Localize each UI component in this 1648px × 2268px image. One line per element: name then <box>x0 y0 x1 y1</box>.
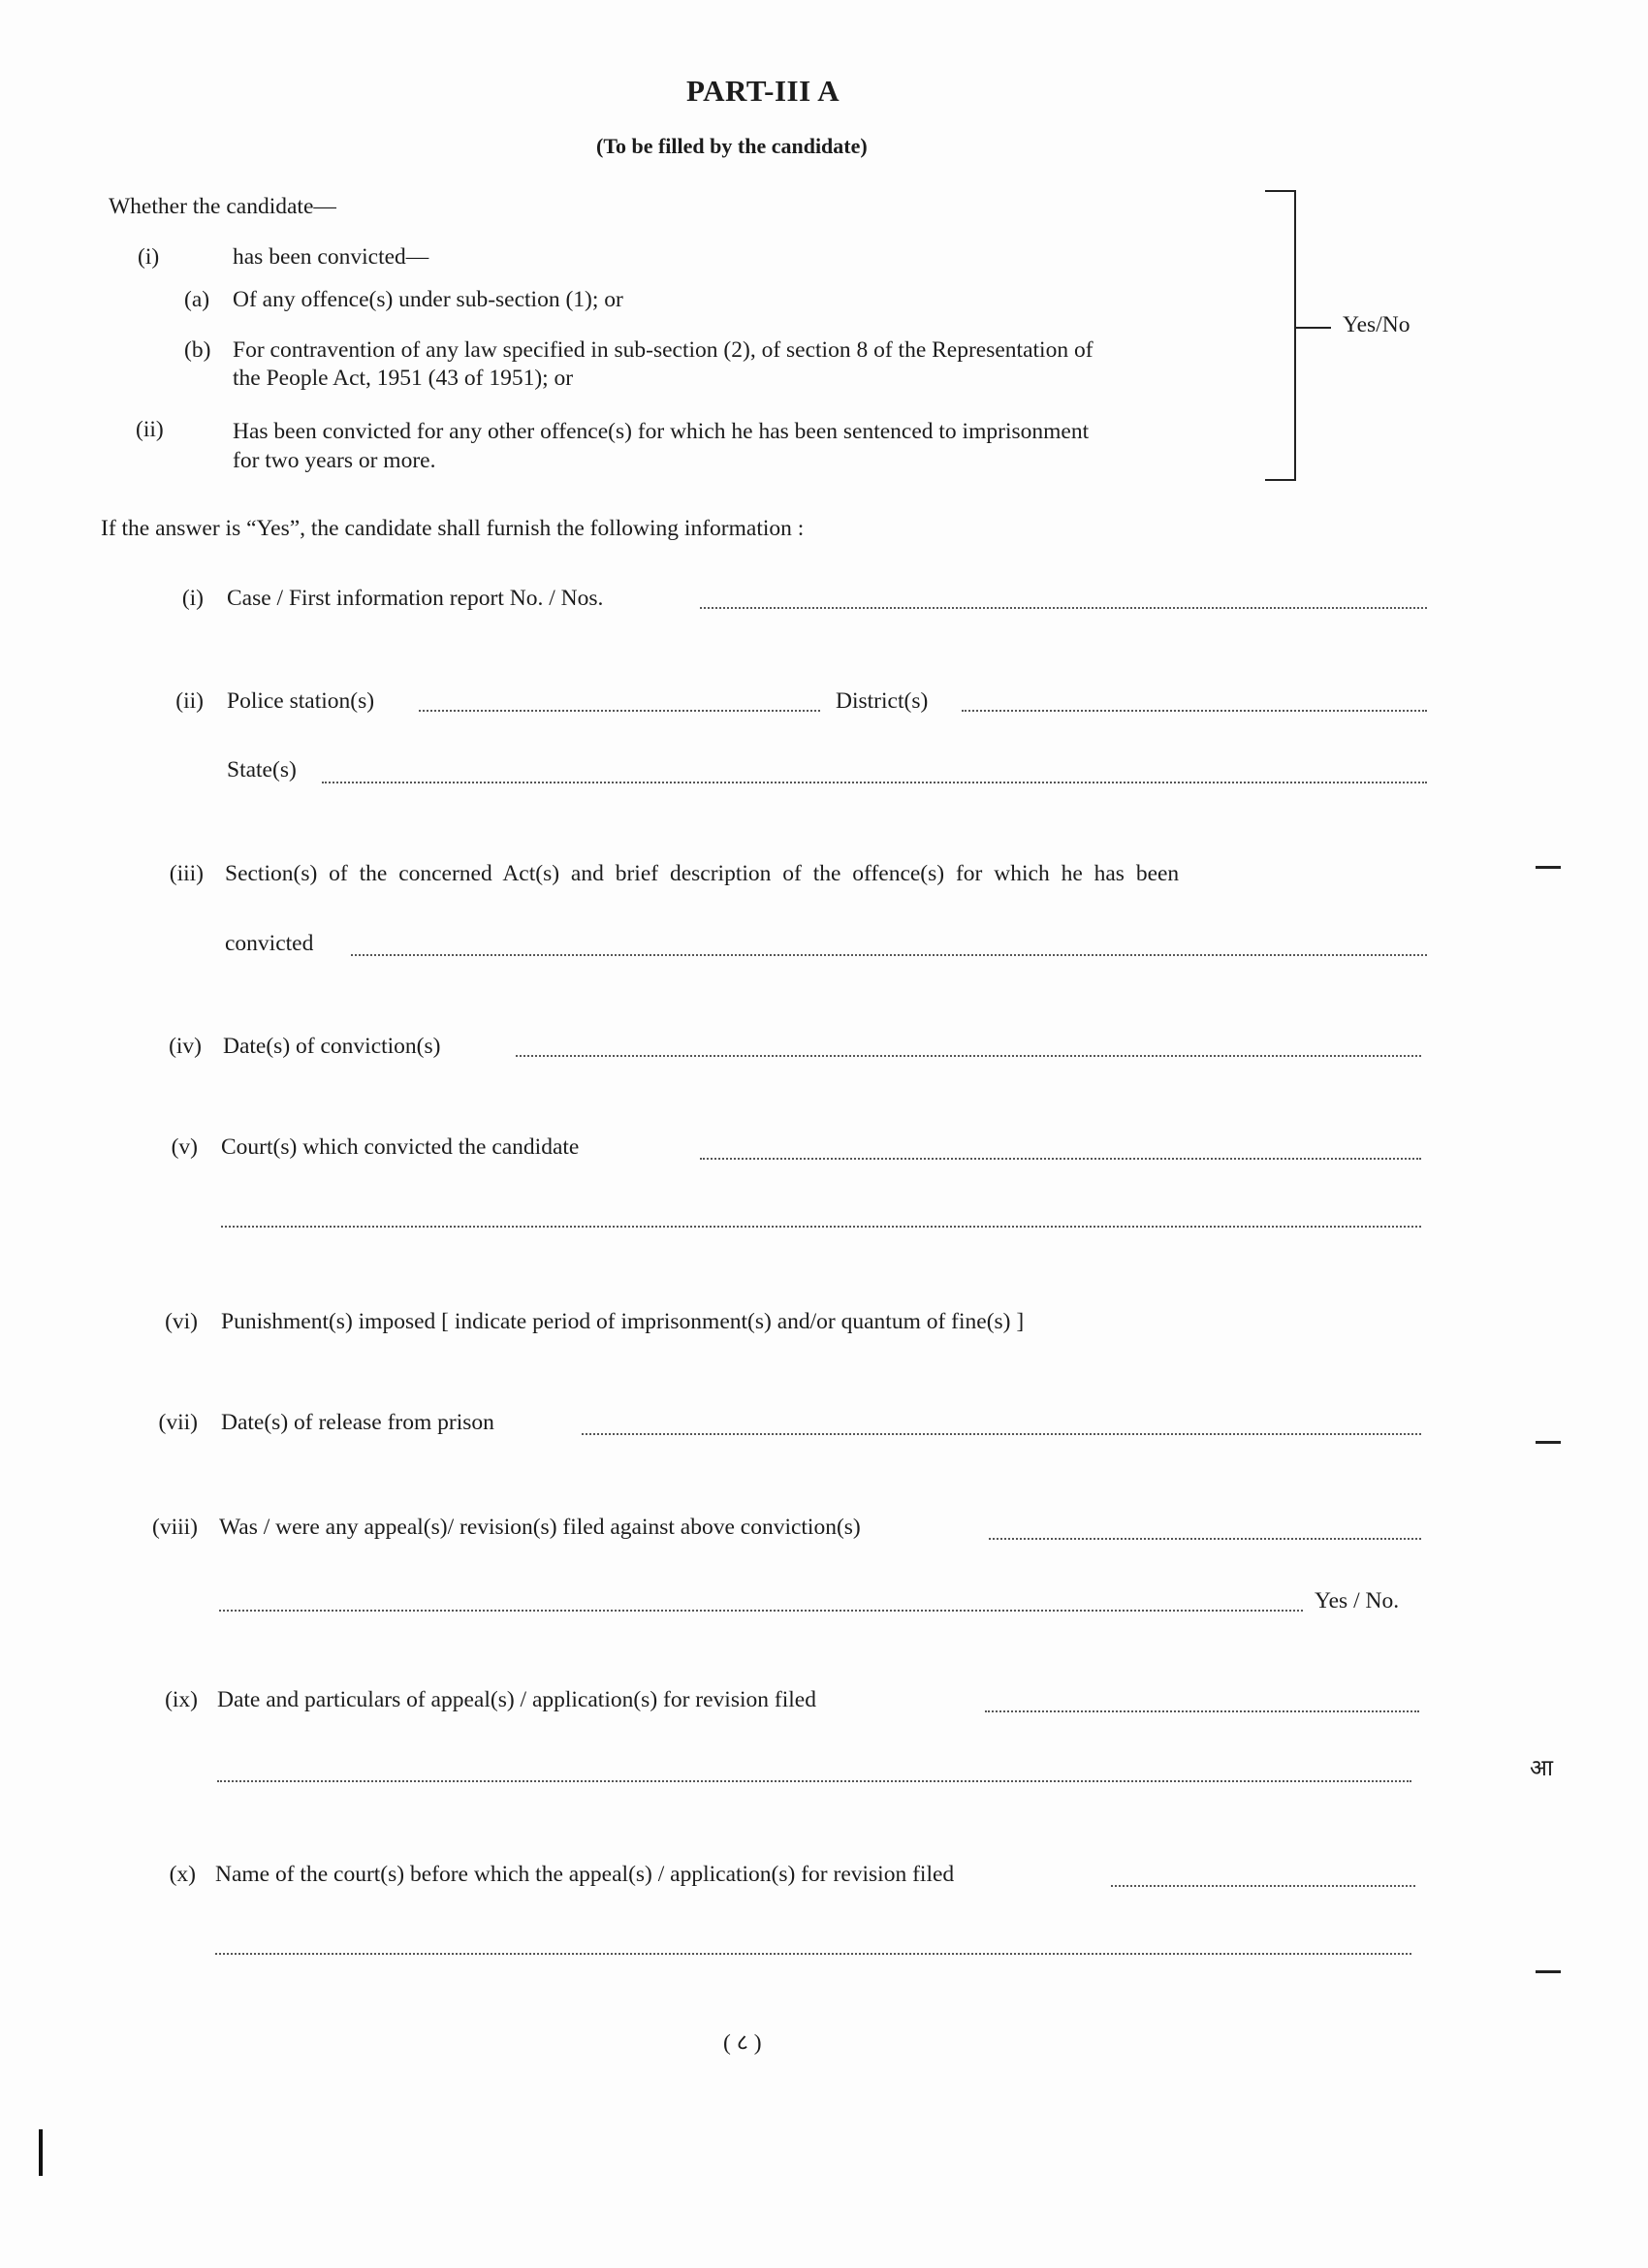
field-ii-text: Police station(s) <box>227 688 375 714</box>
field-viii-label: (viii) <box>152 1515 198 1540</box>
field-iii-label: (iii) <box>169 861 204 886</box>
field-iii-text-line1: Section(s) of the concerned Act(s) and brief description of the offence(s) for which he has been <box>225 861 1180 886</box>
district-label: District(s) <box>836 688 929 714</box>
item-a-text: Of any offence(s) under sub-section (1); or <box>233 287 623 312</box>
field-ix-text: Date and particulars of appeal(s) / application(s) for revision filed <box>217 1687 816 1712</box>
item-ii-text-line1: Has been convicted for any other offence(s) for which he has been sentenced to imprisonment <box>233 419 1090 444</box>
instruction-text: If the answer is “Yes”, the candidate shall furnish the following information : <box>101 516 805 541</box>
field-iv-input[interactable] <box>516 1055 1421 1057</box>
field-iv-label: (iv) <box>169 1034 202 1059</box>
page-title: PART-III A <box>686 74 840 108</box>
field-iii-text-line2: convicted <box>225 931 314 956</box>
page-number: ( ८ ) <box>723 2030 762 2056</box>
item-b-label: (b) <box>184 337 211 363</box>
item-b-text-line2: the People Act, 1951 (43 of 1951); or <box>233 366 574 391</box>
yes-no-answer[interactable]: Yes/No <box>1343 312 1410 337</box>
field-x-input-line2[interactable] <box>215 1953 1411 1955</box>
field-i-text: Case / First information report No. / Nos. <box>227 586 604 611</box>
field-v-input-line2[interactable] <box>221 1226 1421 1228</box>
item-ii-text-line2: for two years or more. <box>233 448 436 473</box>
field-x-input[interactable] <box>1111 1885 1415 1887</box>
field-vi-label: (vi) <box>165 1309 198 1334</box>
item-b-text-line1: For contravention of any law specified in sub-section (2), of section 8 of the Representation of <box>233 337 1093 363</box>
margin-dash-2 <box>1536 1441 1561 1444</box>
field-x-text: Name of the court(s) before which the appeal(s) / application(s) for revision filed <box>215 1862 955 1887</box>
left-margin-bar <box>39 2129 43 2176</box>
field-ii-label: (ii) <box>175 688 204 714</box>
page-subtitle: (To be filled by the candidate) <box>596 134 868 158</box>
field-iii-input[interactable] <box>351 954 1427 956</box>
field-ix-input-line2[interactable] <box>217 1780 1411 1782</box>
field-vii-input[interactable] <box>582 1433 1421 1435</box>
field-v-input[interactable] <box>700 1158 1421 1160</box>
margin-hindi-mark: आ <box>1530 1754 1554 1781</box>
field-viii-input-line2[interactable] <box>219 1610 1303 1612</box>
field-vi-text: Punishment(s) imposed [ indicate period of imprisonment(s) and/or quantum of fine(s) ] <box>221 1309 1025 1334</box>
question-intro: Whether the candidate— <box>109 194 336 219</box>
field-ix-label: (ix) <box>165 1687 198 1712</box>
item-i-text: has been convicted— <box>233 244 429 270</box>
field-i-input[interactable] <box>700 607 1427 609</box>
field-ix-input[interactable] <box>985 1710 1419 1712</box>
item-ii-label: (ii) <box>136 417 164 442</box>
field-v-label: (v) <box>171 1134 198 1160</box>
margin-dash-1 <box>1536 866 1561 869</box>
field-iv-text: Date(s) of conviction(s) <box>223 1034 441 1059</box>
police-station-input[interactable] <box>419 710 820 712</box>
question-bracket <box>1265 190 1296 481</box>
item-a-label: (a) <box>184 287 210 312</box>
field-viii-text: Was / were any appeal(s)/ revision(s) filed against above conviction(s) <box>219 1515 861 1540</box>
field-viii-input[interactable] <box>989 1538 1421 1540</box>
field-vii-label: (vii) <box>158 1410 198 1435</box>
field-vii-text: Date(s) of release from prison <box>221 1410 494 1435</box>
margin-dash-3 <box>1536 1970 1561 1973</box>
field-i-label: (i) <box>181 586 204 611</box>
state-label: State(s) <box>227 757 297 783</box>
state-input[interactable] <box>322 782 1427 783</box>
field-x-label: (x) <box>169 1862 196 1887</box>
item-i-label: (i) <box>138 244 160 270</box>
district-input[interactable] <box>962 710 1427 712</box>
field-viii-answer[interactable]: Yes / No. <box>1315 1588 1400 1613</box>
bracket-connector <box>1296 327 1331 329</box>
field-v-text: Court(s) which convicted the candidate <box>221 1134 580 1160</box>
